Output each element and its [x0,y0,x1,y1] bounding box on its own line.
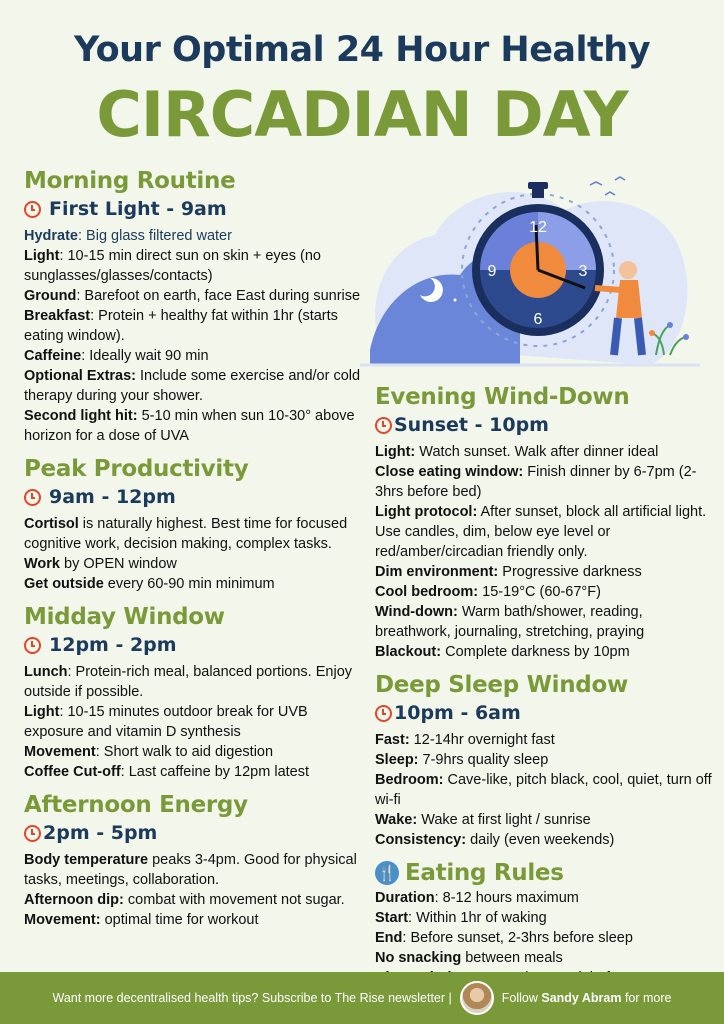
alarm-clock-icon [24,825,41,842]
afternoon-energy-title: Afternoon Energy [24,792,248,818]
page-title-line2: CIRCADIAN DAY [96,78,628,151]
morning-routine-section [24,166,364,446]
midday-window-title: Midday Window [24,604,225,630]
evening-time [375,412,715,438]
footer-follow-text[interactable]: Follow Sandy Abram for more [501,991,672,1005]
clock-number-9: 9 [487,263,497,280]
list-item: Sleep: 7-9hrs quality sleep [375,752,549,768]
eating-rules-title: Eating Rules [405,860,564,886]
author-name: Sandy Abram [541,991,622,1005]
page-title-line1: Your Optimal 24 Hour Healthy [73,30,651,70]
alarm-clock-icon [24,201,41,218]
morning-routine-title: Morning Routine [24,168,236,194]
morning-time-label: First Light - 9am [49,198,227,220]
clock-illustration [360,150,700,380]
alarm-clock-icon [375,417,392,434]
list-item: Second light hit: 5-10 min when sun 10-30° above horizon for a dose of UVA [24,408,355,444]
peak-time [24,484,364,510]
alarm-clock-icon [24,489,41,506]
peak-productivity-section [24,454,364,594]
clock-number-12: 12 [529,219,547,236]
deep-sleep-section [375,670,715,850]
list-item: Blackout: Complete darkness by 10pm [375,644,630,660]
midday-time [24,632,364,658]
footer-subscribe-text[interactable]: Want more decentralised health tips? Subscribe to The Rise newsletter | [52,991,452,1005]
list-item: Start: Within 1hr of waking [375,910,547,926]
list-item: End: Before sunset, 2-3hrs before sleep [375,930,633,946]
list-item: Work by OPEN window [24,556,177,572]
list-item: Movement: Short walk to aid digestion [24,744,274,760]
clock-number-6: 6 [533,311,543,328]
peak-time-label: 9am - 12pm [49,486,176,508]
evening-time-label: Sunset - 10pm [394,414,549,436]
list-item: Hydrate: Big glass filtered water [24,228,232,244]
alarm-clock-icon [375,705,392,722]
list-item: Light: 10-15 minutes outdoor break for UVB exposure and vitamin D synthesis [24,704,308,740]
list-item: Duration: 8-12 hours maximum [375,890,579,906]
clock-number-3: 3 [578,263,588,280]
fork-knife-icon: 🍴 [375,861,399,885]
list-item: Wake: Wake at first light / sunrise [375,812,591,828]
list-item: Light protocol: After sunset, block all artificial light. Use candles, dim, below eye level or red/amber/circadian friendly only. [375,504,707,560]
list-item: Afternoon dip: combat with movement not sugar. Movement: optimal time for workout [24,892,345,928]
evening-wind-down-title: Evening Wind-Down [375,384,630,410]
list-item: Coffee Cut-off: Last caffeine by 12pm latest [24,764,310,780]
list-item: Cool bedroom: 15-19°C (60-67°F) [375,584,601,600]
list-item: Get outside every 60-90 min minimum [24,576,275,592]
list-item: Lunch: Protein-rich meal, balanced portions. Enjoy outside if possible. [24,664,353,700]
alarm-clock-icon [24,637,41,654]
morning-time [24,196,364,222]
list-item: Light: 10-15 min direct sun on skin + eyes (no sunglasses/glasses/contacts) [24,248,321,284]
peak-productivity-title: Peak Productivity [24,456,249,482]
eating-rules-section [375,858,715,988]
avatar [460,981,494,1015]
list-item: Consistency: daily (even weekends) [375,832,615,848]
list-item: Fast: 12-14hr overnight fast [375,732,555,748]
footer-banner [0,972,724,1024]
sleep-time-label: 10pm - 6am [394,702,521,724]
list-item: Body temperature peaks 3-4pm. Good for physical tasks, meetings, collaboration. [24,852,357,888]
deep-sleep-title: Deep Sleep Window [375,672,628,698]
list-item: Light: Watch sunset. Walk after dinner ideal [375,444,659,460]
list-item: Cortisol is naturally highest. Best time for focused cognitive work, decision making, complex tasks. [24,516,348,552]
list-item: Optional Extras: Include some exercise and/or cold therapy during your shower. [24,368,361,404]
list-item: Close eating window: Finish dinner by 6-7pm (2-3hrs before bed) [375,464,697,500]
list-item: Caffeine: Ideally wait 90 min [24,348,209,364]
afternoon-time-label: 2pm - 5pm [43,822,158,844]
evening-wind-down-section [375,382,715,662]
midday-time-label: 12pm - 2pm [49,634,177,656]
list-item: Breakfast: Protein + healthy fat within 1hr (starts eating window). [24,308,338,344]
eating-rules-heading [375,858,715,888]
sleep-time [375,700,715,726]
list-item: Ground: Barefoot on earth, face East during sunrise [24,288,361,304]
list-item: Bedroom: Cave-like, pitch black, cool, quiet, turn off wi-fi [375,772,712,808]
afternoon-energy-section [24,790,364,930]
list-item: No snacking between meals [375,950,563,966]
afternoon-time [24,820,364,846]
list-item: Dim environment: Progressive darkness [375,564,642,580]
list-item: Wind-down: Warm bath/shower, reading, breathwork, journaling, stretching, praying [375,604,645,640]
midday-window-section [24,602,364,782]
